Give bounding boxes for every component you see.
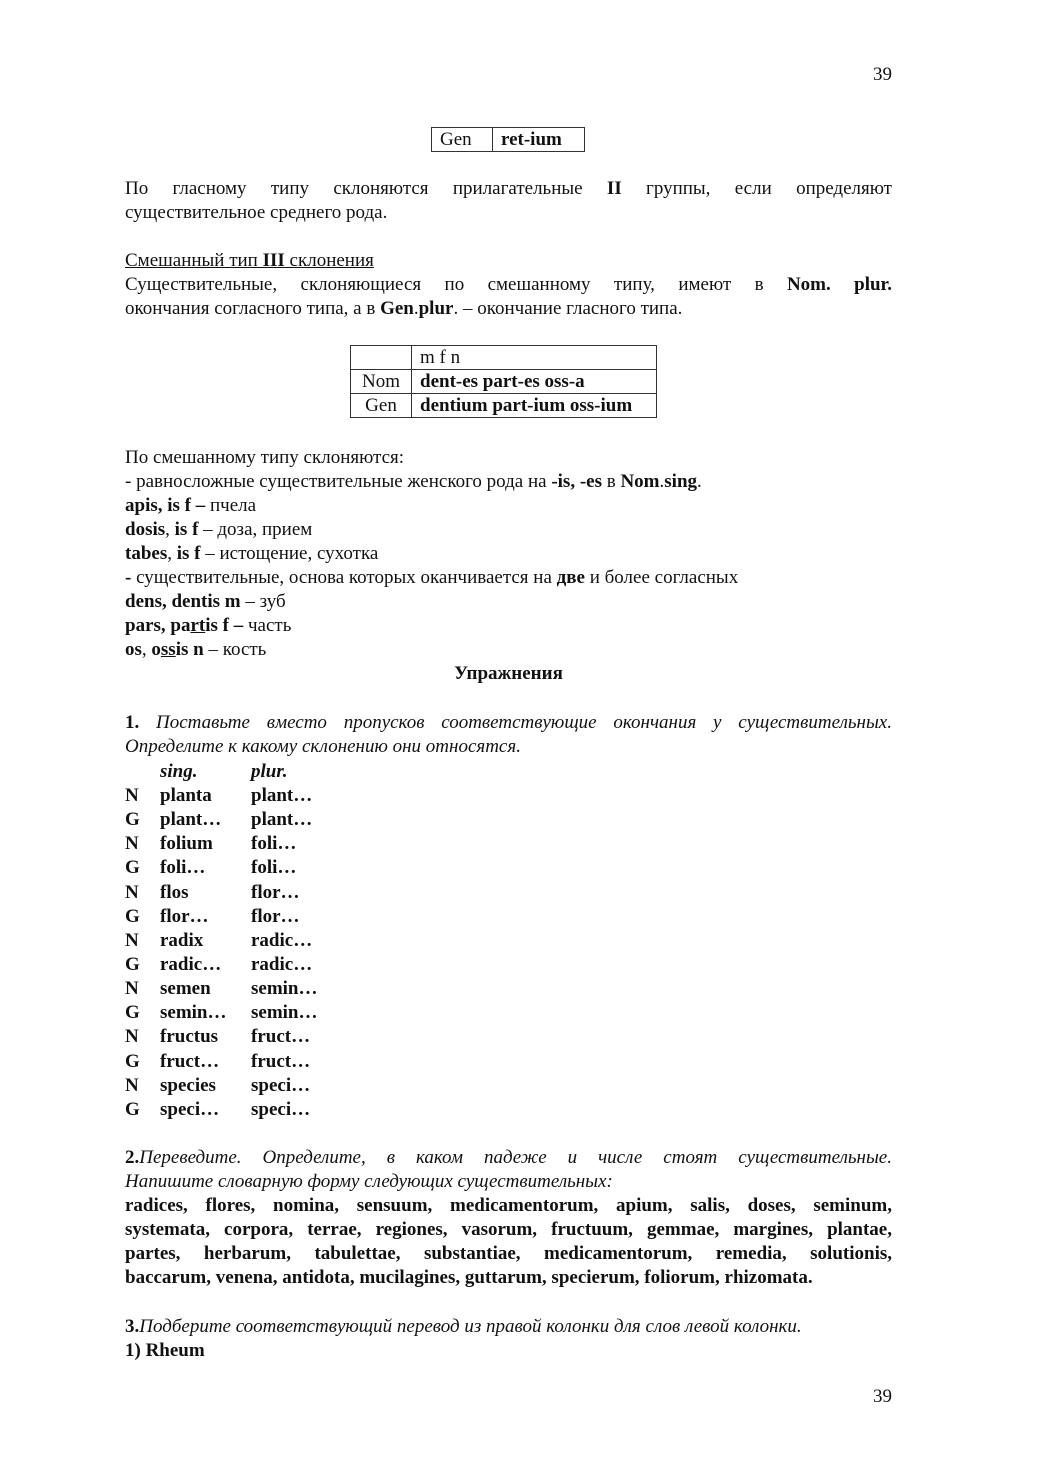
text-bold: - <box>125 567 132 588</box>
table-row <box>125 1098 318 1122</box>
heading-text: Смешанный тип <box>125 250 263 271</box>
text-bold: dosis <box>125 519 166 540</box>
exercise-2-words-line2: systemata, corpora, terrae, regiones, vasorum, fructuum, gemmae, margines, plantae, <box>125 1219 892 1240</box>
heading-bold: III <box>262 250 285 271</box>
mixed-rule-1 <box>125 470 892 494</box>
exercise-3-line1 <box>125 1315 892 1339</box>
plur-form: foli… <box>251 833 297 855</box>
table-row <box>125 832 318 856</box>
text-bold: apis, is f – <box>125 495 206 516</box>
gen-label: Gen <box>432 128 493 152</box>
page-number-bottom: 39 <box>873 1386 892 1407</box>
sing-form: semen <box>160 978 211 1000</box>
plur-form: radic… <box>251 929 313 951</box>
case-label: N <box>125 785 139 806</box>
plur-form: speci… <box>251 1098 311 1120</box>
case-label: G <box>125 1098 140 1120</box>
table-row <box>125 881 318 905</box>
text: группы, если определяют <box>621 178 892 199</box>
case-label: G <box>125 1002 140 1024</box>
text-bold-underlined: rt <box>190 615 206 636</box>
text-bold: is n <box>175 639 204 660</box>
table-header-empty <box>125 760 160 784</box>
text: – истощение, сухотка <box>200 543 379 564</box>
exercise-2-line2: Напишите словарную форму следующих существительных: <box>125 1171 613 1192</box>
sing-form: flos <box>160 881 189 903</box>
mixed-type-heading <box>125 249 892 273</box>
text-bold: sing <box>664 471 698 492</box>
case-label: G <box>125 1050 140 1072</box>
table-row <box>125 784 318 808</box>
sing-form: species <box>160 1074 216 1096</box>
example-dens <box>125 590 892 614</box>
text: в <box>601 471 621 492</box>
table-row <box>125 856 318 880</box>
text: пчела <box>205 495 257 516</box>
case-label: G <box>125 905 140 927</box>
plur-form: fruct… <box>251 1050 311 1072</box>
text-bold: plur <box>418 298 454 319</box>
table-cell: dent-es part-es oss-a <box>412 370 657 394</box>
example-pars <box>125 614 892 638</box>
text: , <box>165 519 175 540</box>
case-label: G <box>125 809 140 831</box>
exercise-number: 3. <box>125 1316 140 1337</box>
table-row <box>351 394 657 418</box>
text-bold: o <box>151 639 161 660</box>
table-row <box>125 1050 318 1074</box>
text: . <box>413 298 419 319</box>
instruction-text: Поставьте вместо пропусков соответствующие окончания у существительных. <box>139 712 892 733</box>
case-label: N <box>125 978 139 1000</box>
text-bold: две <box>556 567 585 588</box>
table-cell <box>351 346 412 370</box>
text-bold: -is, -es <box>551 471 602 492</box>
mixed-list-intro: По смешанному типу склоняются: <box>125 447 405 468</box>
exercise-number: 2. <box>125 1147 140 1168</box>
gen-table <box>431 127 585 152</box>
table-row <box>125 1001 318 1025</box>
sing-form: planta <box>160 785 212 806</box>
table-row <box>125 977 318 1001</box>
table-row <box>125 929 318 953</box>
mixed-rule-2 <box>125 566 892 590</box>
text-bold: II <box>606 178 622 199</box>
text: . <box>697 471 702 492</box>
text: . <box>659 471 665 492</box>
case-label: N <box>125 1026 139 1048</box>
exercise-2-words-line4: baccarum, venena, antidota, mucilagines, guttarum, specierum, foliorum, rhizomata. <box>125 1267 813 1288</box>
sing-form: flor… <box>160 905 209 927</box>
text: окончания согласного типа, а в <box>125 298 381 319</box>
instruction-text: Подберите соответствующий перевод из правой колонки для слов левой колонки. <box>139 1316 802 1337</box>
col-plur-header: plur. <box>251 761 288 782</box>
text-bold: is f – <box>205 615 244 636</box>
sing-form: folium <box>160 833 213 855</box>
vowel-paragraph-line1 <box>125 177 892 201</box>
example-os <box>125 638 892 662</box>
plur-form: fruct… <box>251 1026 311 1048</box>
table-cell: Gen <box>351 394 412 418</box>
text: часть <box>243 615 292 636</box>
exercise-1-table <box>125 760 318 1122</box>
table-row <box>125 1025 318 1049</box>
text-bold: pars, pa <box>125 615 191 636</box>
text-bold: is f <box>174 519 199 540</box>
sing-form: radic… <box>160 953 222 975</box>
text-bold-underlined: ss <box>160 639 176 660</box>
case-label: G <box>125 857 140 879</box>
text: Существительные, склоняющиеся по смешанному типу, имеют в <box>125 274 787 295</box>
instruction-text: Переведите. Определите, в каком падеже и числе стоят существительные. <box>139 1147 892 1168</box>
mixed-paragraph-line1 <box>125 273 892 297</box>
vowel-paragraph-line2: существительное среднего рода. <box>125 202 388 223</box>
table-row <box>351 370 657 394</box>
table-header-row <box>351 346 657 370</box>
text-bold: is f <box>176 543 201 564</box>
sing-form: semin… <box>160 1002 227 1024</box>
sing-form: foli… <box>160 857 206 879</box>
plur-form: speci… <box>251 1074 311 1096</box>
plur-form: flor… <box>251 881 300 903</box>
plur-form: foli… <box>251 857 297 879</box>
plur-form: flor… <box>251 905 300 927</box>
table-row <box>125 953 318 977</box>
exercises-heading: Упражнения <box>454 663 563 684</box>
text: . – окончание гласного типа. <box>453 298 683 319</box>
sing-form: speci… <box>160 1098 220 1120</box>
text-bold: tabes <box>125 543 168 564</box>
text: – доза, прием <box>198 519 313 540</box>
sing-form: fructus <box>160 1026 219 1048</box>
text: – кость <box>203 639 267 660</box>
text: , <box>167 543 177 564</box>
exercise-3-item-1: 1) Rheum <box>125 1340 205 1361</box>
plur-form: semin… <box>251 1002 318 1024</box>
text: и более согласных <box>584 567 739 588</box>
exercise-1-line2: Определите к какому склонению они относятся. <box>125 736 521 757</box>
sing-form: plant… <box>160 809 222 831</box>
exercise-2-words-line3: partes, herbarum, tabulettae, substantiae, medicamentorum, remedia, solutionis, <box>125 1243 892 1264</box>
exercise-1-line1 <box>125 711 892 735</box>
text: По гласному типу склоняются прилагательные <box>125 178 607 199</box>
text-bold: dens, dentis m <box>125 591 241 612</box>
sing-form: radix <box>160 929 204 951</box>
heading-text: склонения <box>284 250 374 271</box>
example-tabes <box>125 542 892 566</box>
table-row <box>125 905 318 929</box>
case-label: N <box>125 1074 139 1096</box>
table-cell: dentium part-ium oss-ium <box>412 394 657 418</box>
gen-value: ret-ium <box>493 128 585 152</box>
text: – зуб <box>240 591 286 612</box>
exercise-2-words-line1: radices, flores, nomina, sensuum, medicamentorum, apium, salis, doses, seminum, <box>125 1195 892 1216</box>
table-cell: m f n <box>412 346 657 370</box>
page-number-top: 39 <box>873 64 892 85</box>
table-row <box>125 808 318 832</box>
plur-form: plant… <box>251 809 313 831</box>
case-label: N <box>125 929 139 951</box>
case-label: G <box>125 953 140 975</box>
text-bold: Gen <box>380 298 414 319</box>
plur-form: semin… <box>251 978 318 1000</box>
example-apis <box>125 494 892 518</box>
sing-form: fruct… <box>160 1050 220 1072</box>
text: , <box>141 639 152 660</box>
text: - равносложные существительные женского рода на <box>125 471 552 492</box>
text-bold: Nom. plur. <box>786 274 892 295</box>
example-dosis <box>125 518 892 542</box>
text: существительные, основа которых оканчивается на <box>131 567 557 588</box>
exercise-number: 1. <box>125 712 140 733</box>
mixed-paragraph-line2 <box>125 297 892 321</box>
case-label: N <box>125 881 139 903</box>
text-bold: os <box>125 639 142 660</box>
case-label: N <box>125 833 139 855</box>
col-sing-header: sing. <box>160 761 198 782</box>
plur-form: plant… <box>251 785 313 806</box>
table-cell: Nom <box>351 370 412 394</box>
exercise-2-line1 <box>125 1146 892 1170</box>
mixed-declension-table <box>350 345 657 418</box>
table-row <box>125 1074 318 1098</box>
plur-form: radic… <box>251 953 313 975</box>
table-header-row <box>125 760 318 784</box>
text-bold: Nom <box>620 471 660 492</box>
